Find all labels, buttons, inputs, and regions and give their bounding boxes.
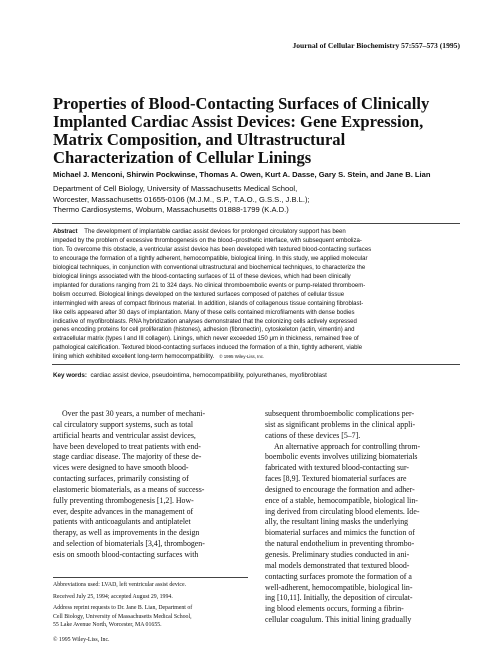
body-line: cellular coagulum. This initial lining gradually xyxy=(265,615,412,625)
affiliation-line: Department of Cell Biology, University of Massachusetts Medical School, xyxy=(53,184,298,193)
body-line: fully preventing thrombogenesis [1,2]. How- xyxy=(53,495,194,505)
body-line: the natural endothelium in preventing thrombo- xyxy=(265,539,415,549)
abstract-top-rule xyxy=(52,223,460,224)
keywords xyxy=(53,372,461,379)
body-line: contacting surfaces promote the formation of a xyxy=(265,571,412,581)
body-line: boembolic events involves utilizing biomaterials xyxy=(265,452,418,462)
abstract-line: genes encoding proteins for cell proliferation (histones), adhesion (fibronectin), cytoskeleton (actin, vimentin) and xyxy=(53,327,355,334)
abstract-line: pathological calcification. Textured blood-contacting surfaces induced the formation of a thin, tightly adherent, viable xyxy=(53,345,363,352)
abstract-line: impeded by the problem of excessive thrombogenesis on the blood–prosthetic interface, with subsequent emboliza- xyxy=(53,237,362,244)
body-line: genesis. Preliminary studies conducted in ani- xyxy=(265,549,410,559)
body-line: esis on smooth blood-contacting surfaces with xyxy=(53,549,199,559)
abstract-label: Abstract xyxy=(53,229,78,235)
body-line: mal models demonstrated that textured blood- xyxy=(265,560,410,570)
abstract-last-line: lining which exhibited excellent long-term hemocompatibility. xyxy=(53,354,215,361)
body-line: have been developed to treat patients with end- xyxy=(53,441,201,451)
footnote-received: Received July 25, 1994; accepted August 29, 1994. xyxy=(53,593,173,600)
page-copyright: © 1995 Wiley-Liss, Inc. xyxy=(53,637,110,643)
abstract-line xyxy=(53,353,461,362)
body-line: biomaterial surfaces and mimics the function of xyxy=(265,528,415,538)
affiliation-line: Worcester, Massachusetts 01655-0106 (M.J.M., S.P., T.A.O., G.S.S., J.B.L.); xyxy=(53,194,310,204)
abstract-line: biological linings associated with the blood-contacting surfaces of 11 of these devices, which had been clinically xyxy=(53,273,351,280)
body-line: ing [10,11]. Initially, the deposition of circulat- xyxy=(265,593,413,603)
body-line: faces [8,9]. Textured biomaterial surfaces are xyxy=(265,474,407,484)
abstract-line xyxy=(53,228,461,237)
footnote-reprint-line: 55 Lake Avenue North, Worcester, MA 01655. xyxy=(53,622,162,628)
body-line: subsequent thromboembolic complications per- xyxy=(265,409,415,418)
body-line: cations of these devices [5–7]. xyxy=(265,430,361,440)
abstract-copyright: © 1995 Wiley-Liss, Inc. xyxy=(219,354,265,360)
title-line: Matrix Composition, and Ultrastructural xyxy=(53,130,346,149)
body-line: well-adherent, hemocompatible, biological lin- xyxy=(265,582,413,592)
author-list: Michael J. Menconi, Shirwin Pockwinse, Thomas A. Owen, Kurt A. Dasse, Gary S. Stein, and Jane B. Lian xyxy=(53,170,431,179)
body-line: cal circulatory support systems, such as total xyxy=(53,419,194,429)
body-line: stage cardiac disease. The majority of these de- xyxy=(53,452,202,462)
abstract-bottom-rule xyxy=(52,364,460,365)
body-line: ence of a stable, hemocompatible, biological lin- xyxy=(265,495,418,505)
abstract-line: extracellular matrix (types I and III collagen). Linings, which never exceeded 150 μm in thickness, remained free of xyxy=(53,336,359,343)
footnotes xyxy=(53,581,258,630)
abstract xyxy=(53,228,461,362)
keywords-text: cardiac assist device, pseudointima, hemocompatibility, polyurethanes, myofibroblast xyxy=(90,372,327,379)
affiliations xyxy=(53,184,463,216)
body-line: patients with anticoagulants and antiplatelet xyxy=(53,517,191,527)
title-line: Characterization of Cellular Linings xyxy=(53,148,312,167)
body-line: therapy, as well as improvements in the design xyxy=(53,528,200,538)
body-line: sist as significant problems in the clinical appli- xyxy=(265,419,416,429)
body-line: An alternative approach for controlling throm- xyxy=(274,441,421,451)
journal-header: Journal of Cellular Biochemistry 57:557–573 (1995) xyxy=(292,41,460,50)
abstract-line: tion. To overcome this obstacle, a ventricular assist device has been developed with textured blood-contacting surfaces xyxy=(53,246,372,253)
footnote-rule xyxy=(53,577,248,578)
body-line: contacting surfaces, primarily consisting of xyxy=(53,474,189,484)
body-column-right xyxy=(265,409,460,626)
footnote-abbreviations: Abbreviations used: LVAD, left ventricular assist device. xyxy=(53,582,187,588)
body-line: ally, the resultant lining masks the underlying xyxy=(265,517,409,527)
abstract-line: implanted for durations ranging from 21 to 324 days. No clinical thromboembolic events or pump-related thromboem- xyxy=(53,282,366,289)
abstract-line: like cells appeared after 30 days of implantation. Many of these cells contained microfilaments with dense bodies xyxy=(53,309,355,316)
body-line: elastomeric biomaterials, as a means of success- xyxy=(53,484,205,494)
body-column-left xyxy=(53,409,248,561)
body-line: designed to encourage the formation and adher- xyxy=(265,484,415,494)
body-line: and selection of biomaterials [3,4], thrombogen- xyxy=(53,539,205,549)
body-line: vices were designed to have smooth blood- xyxy=(53,463,189,473)
footnote-reprint-line: Cell Biology, University of Massachusetts Medical School, xyxy=(53,613,192,620)
keywords-label: Key words: xyxy=(53,372,87,379)
body-line: ing derived from circulating blood elements. Ide- xyxy=(265,506,420,516)
abstract-line: bolism occurred. Biological linings developed on the textured surfaces composed of patches of cellular tissue xyxy=(53,291,345,298)
affiliation-line: Thermo Cardiosystems, Woburn, Massachusetts 01888-1799 (K.A.D.) xyxy=(53,205,289,214)
abstract-line: biological techniques, in conjunction with conventional ultrastructural and biochemical techniques, to characterize the xyxy=(53,264,366,271)
abstract-line: indicative of myofibroblasts. RNA hybridization analyses demonstrated that the colonizing cells actively expressed xyxy=(53,318,357,325)
title-line: Properties of Blood-Contacting Surfaces of Clinically xyxy=(53,94,430,113)
body-line: fabricated with textured blood-contacting sur- xyxy=(265,463,410,473)
body-line: Over the past 30 years, a number of mechani- xyxy=(62,409,206,418)
abstract-line: to encourage the formation of a tightly adherent, hemocompatible, biological lining. In this study, we applied molecular xyxy=(53,255,368,262)
footnote-reprint: Address reprint requests to Dr. Jane B. Lian, Department of xyxy=(53,605,193,611)
body-line: ing blood elements occurs, forming a fibrin- xyxy=(265,604,404,614)
title-line: Implanted Cardiac Assist Devices: Gene Expression, xyxy=(53,112,424,131)
article-title xyxy=(53,95,473,167)
body-line: ever, despite advances in the management of xyxy=(53,506,194,516)
abstract-line: intermingled with areas of compact fibrinous material. In addition, islands of collagenous tissue containing fibroblast- xyxy=(53,300,364,307)
abstract-first-line: The development of implantable cardiac assist devices for prolonged circulatory support has been xyxy=(84,229,346,235)
body-line: artificial hearts and ventricular assist devices, xyxy=(53,430,196,440)
